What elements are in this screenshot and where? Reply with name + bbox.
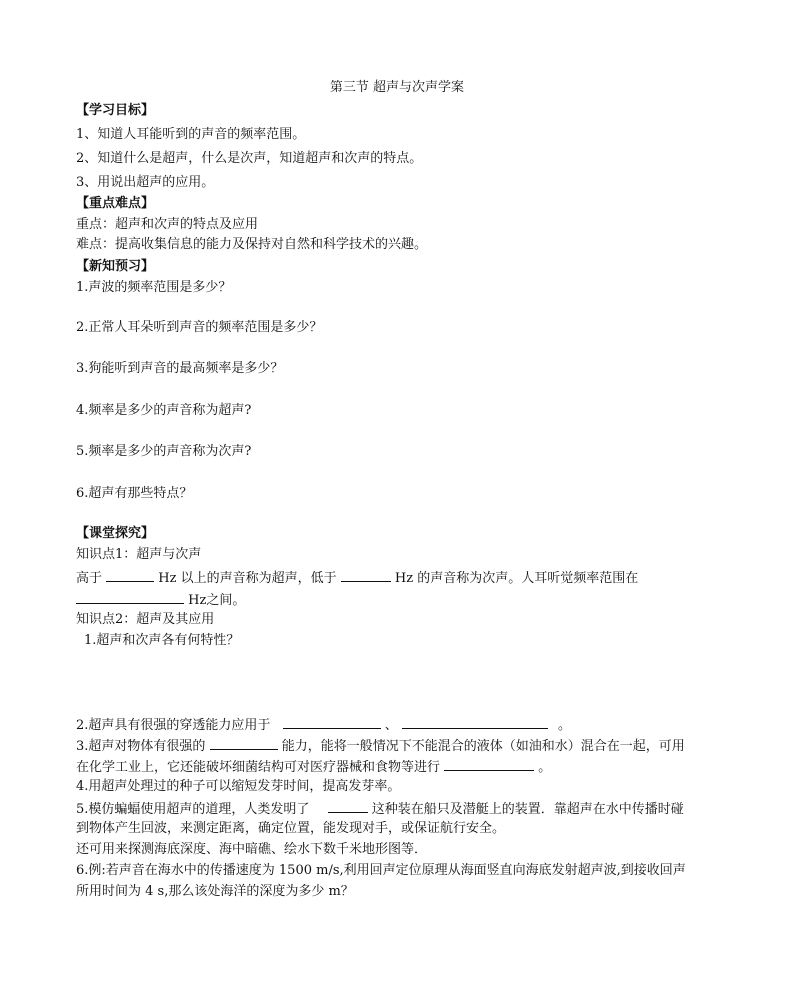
q3-text-c: 在化学工业上，它还能破坏细菌结构可对医疗器械和食物等进行 xyxy=(76,760,441,775)
blank-sterilization[interactable] xyxy=(444,758,534,771)
kp2-title: 知识点2：超声及其应用 xyxy=(76,612,215,627)
q3-text-b: 能力，能将一般情况下不能混合的液体（如油和水）混合在一起，可用 xyxy=(281,739,685,754)
kp1-line1 xyxy=(76,569,638,587)
preview-question: 1.声波的频率范围是多少？ xyxy=(76,280,232,295)
kp2-question-2 xyxy=(76,716,571,734)
blank-penetration-use-1[interactable] xyxy=(283,716,381,729)
kp1-text-b: Hz 以上的声音称为超声，低于 xyxy=(158,571,337,586)
blank-infrasound-freq[interactable] xyxy=(341,569,391,582)
kp2-question-4: 4.用超声处理过的种子可以缩短发芽时间，提高发芽率。 xyxy=(76,779,401,794)
q3-text-a: 3.超声对物体有很强的 xyxy=(76,739,206,754)
preview-question: 3.狗能听到声音的最高频率是多少？ xyxy=(76,361,284,376)
preview-question: 6.超声有那些特点？ xyxy=(76,486,193,501)
kp2-question-5-line3: 还可用来探测海底深度、海中暗礁、绘水下数千米地形图等． xyxy=(76,842,428,857)
preview-question: 5.频率是多少的声音称为次声? xyxy=(76,444,252,459)
blank-hearing-range[interactable] xyxy=(76,591,184,604)
kp1-text-a: 高于 xyxy=(76,571,103,586)
key-focus: 重点：超声和次声的特点及应用 xyxy=(76,217,259,232)
goal-item: 3、用说出超声的应用。 xyxy=(76,175,215,190)
kp2-question-6-line2: 所用时间为 4 s,那么该处海洋的深度为多少 m？ xyxy=(76,884,354,899)
kp2-question-5-line1 xyxy=(76,800,684,818)
kp2-question-5-line2: 到物体产生回波，来测定距离，确定位置，能发现对手，或保证航行安全。 xyxy=(76,821,506,836)
key-difficulty: 难点：提高收集信息的能力及保持对自然和科学技术的兴趣。 xyxy=(76,237,428,252)
blank-ultrasound-freq[interactable] xyxy=(106,569,154,582)
preview-heading: 【新知预习】 xyxy=(76,259,155,274)
q2-text-b: 、 xyxy=(384,718,398,733)
kp1-text-c: Hz 的声音称为次声。人耳听觉频率范围在 xyxy=(394,571,639,586)
kp2-question-3-line2 xyxy=(76,758,551,776)
kp2-question-6-line1: 6.例:若声音在海水中的传播速度为 1500 m/s,利用回声定位原理从海面竖直向海底发射超声波,到接收回声 xyxy=(76,863,686,878)
blank-sonar[interactable] xyxy=(328,800,368,813)
blank-penetration-use-2[interactable] xyxy=(402,716,548,729)
kp1-title: 知识点1：超声与次声 xyxy=(76,547,202,562)
key-heading: 【重点难点】 xyxy=(76,196,155,211)
preview-question: 2.正常人耳朵听到声音的频率范围是多少？ xyxy=(76,320,323,335)
kp1-text-d: Hz之间。 xyxy=(188,593,246,608)
q2-text-a: 2.超声具有很强的穿透能力应用于 xyxy=(76,718,271,733)
blank-crushing-ability[interactable] xyxy=(210,737,278,750)
kp2-question-3-line1 xyxy=(76,737,685,755)
q3-text-d: 。 xyxy=(538,760,552,775)
q5-text-a: 5.模仿蝙蝠使用超声的道理，人类发明了 xyxy=(76,802,310,817)
q2-text-c: 。 xyxy=(557,718,571,733)
kp1-line2 xyxy=(76,591,245,609)
goal-item: 1、知道人耳能听到的声音的频率范围。 xyxy=(76,127,306,142)
page-title: 第三节 超声与次声学案 xyxy=(329,80,465,95)
q5-text-b: 这种装在船只及潜艇上的装置．靠超声在水中传播时碰 xyxy=(371,802,684,817)
kp2-question-1: 1.超声和次声各有何特性？ xyxy=(84,633,240,648)
goal-item: 2、知道什么是超声，什么是次声，知道超声和次声的特点。 xyxy=(76,151,423,166)
explore-heading: 【课堂探究】 xyxy=(76,526,155,541)
goals-heading: 【学习目标】 xyxy=(76,103,155,118)
preview-question: 4.频率是多少的声音称为超声? xyxy=(76,403,252,418)
